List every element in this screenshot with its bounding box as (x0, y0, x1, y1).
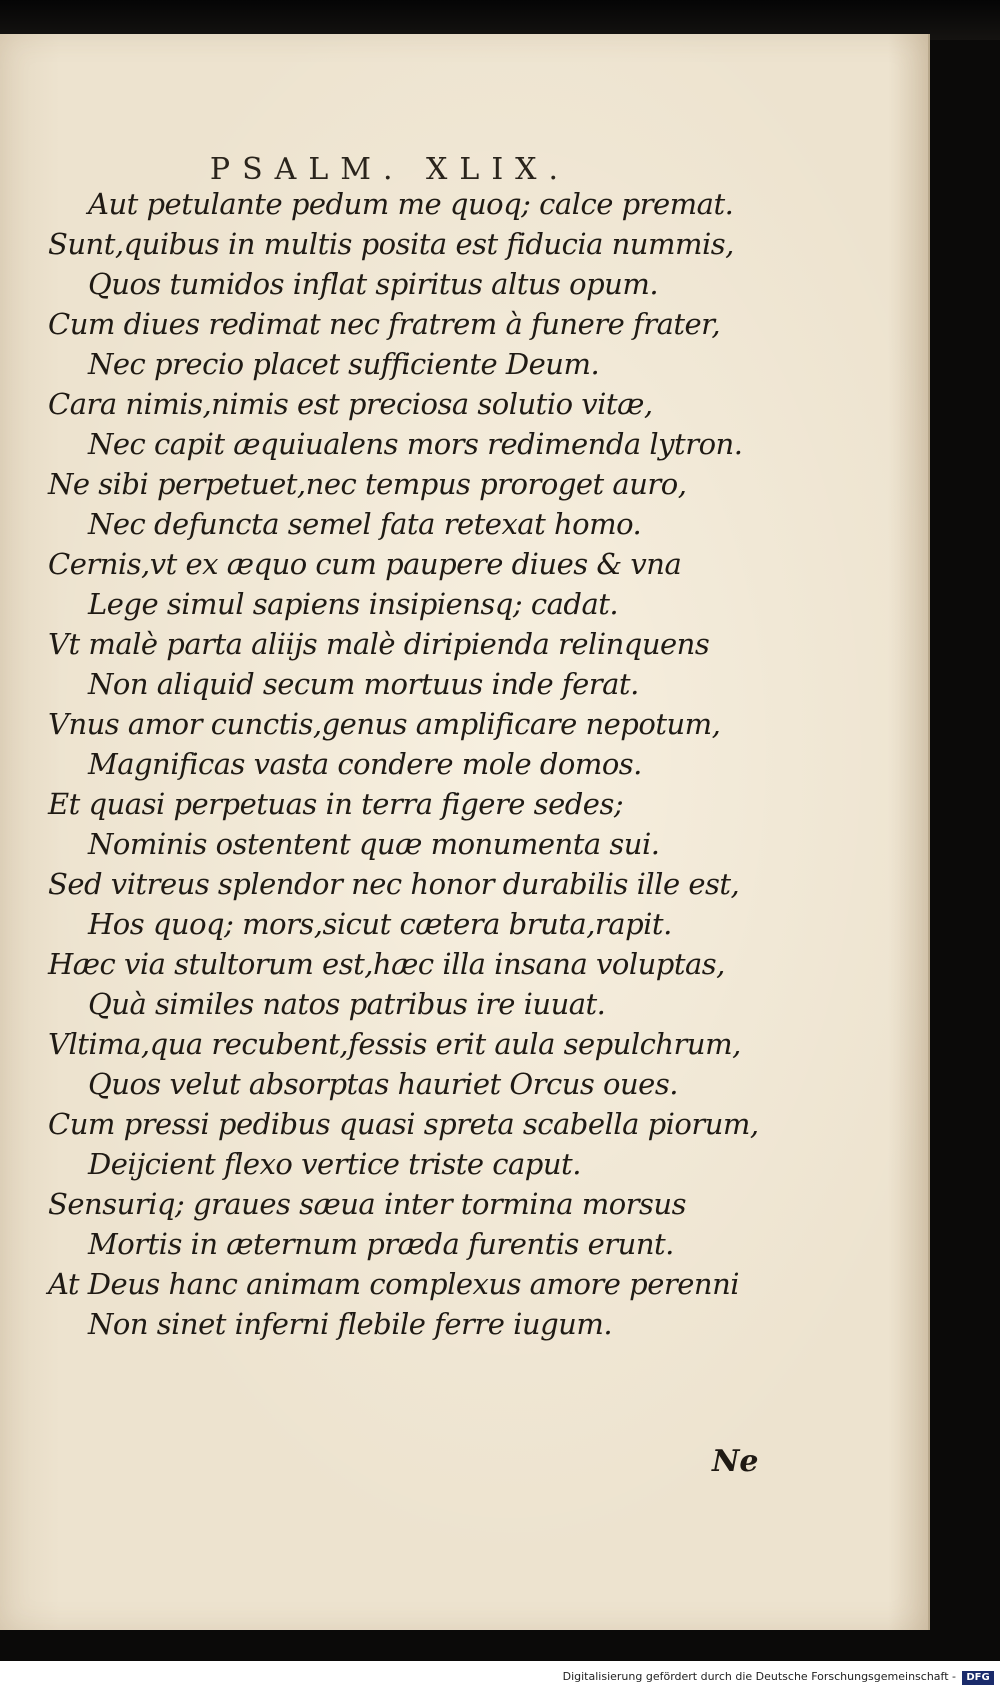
funding-credit: Digitalisierung gefördert durch die Deutsche Forschungsgemeinschaft - (562, 1670, 956, 1683)
digitization-footer (0, 1661, 1000, 1691)
verse-line: Quos velut absorptas hauriet Orcus oues. (88, 1067, 678, 1101)
verse-line: Vt malè parta aliijs malè diripienda relinquens (48, 627, 710, 661)
verse-line: Hos quoq; mors,sicut cætera bruta,rapit. (88, 907, 672, 941)
verse-line: Et quasi perpetuas in terra figere sedes; (48, 787, 624, 821)
verse-line: Quà similes natos patribus ire iuuat. (88, 987, 606, 1021)
verse-line: Cernis,vt ex æquo cum paupere diues & vna (48, 547, 682, 581)
verse-line: Vltima,qua recubent,fessis erit aula sepulchrum, (48, 1027, 741, 1061)
verse-line: Nec capit æquiualens mors redimenda lytron. (88, 427, 743, 461)
verse-line: Magnificas vasta condere mole domos. (88, 747, 642, 781)
verse-line: Sed vitreus splendor nec honor durabilis ille est, (48, 867, 740, 901)
verse-line: Quos tumidos inflat spiritus altus opum. (88, 267, 659, 301)
verse-line: Cum diues redimat nec fratrem à funere frater, (48, 307, 721, 341)
verse-line: Cum pressi pedibus quasi spreta scabella piorum, (48, 1107, 759, 1141)
verse-line: Nec defuncta semel fata retexat homo. (88, 507, 642, 541)
verse-line: Nec precio placet sufficiente Deum. (88, 347, 600, 381)
verse-line: Ne sibi perpetuet,nec tempus proroget auro, (48, 467, 687, 501)
verse-line: Deijcient flexo vertice triste caput. (88, 1147, 581, 1181)
verse-line: Hæc via stultorum est,hæc illa insana voluptas, (48, 947, 725, 981)
verse-line: Aut petulante pedum me quoq; calce premat. (88, 187, 734, 221)
poem-text (0, 184, 900, 1344)
verse-line: Vnus amor cunctis,genus amplificare nepotum, (48, 707, 721, 741)
running-head: PSALM. XLIX. (209, 152, 571, 187)
verse-line: Sunt,quibus in multis posita est fiducia nummis, (48, 227, 734, 261)
verse-line: Sensuriq; graues sæua inter tormina morsus (48, 1187, 686, 1221)
book-page (0, 34, 930, 1630)
catchword: Ne (712, 1444, 759, 1479)
verse-line: Cara nimis,nimis est preciosa solutio vitæ, (48, 387, 653, 421)
verse-line: Mortis in æternum præda furentis erunt. (88, 1227, 674, 1261)
verse-line: Non sinet inferni flebile ferre iugum. (88, 1307, 613, 1341)
verse-line: Nominis ostentent quæ monumenta sui. (88, 827, 660, 861)
verse-line: Lege simul sapiens insipiensq; cadat. (88, 587, 619, 621)
verse-line: At Deus hanc animam complexus amore perenni (48, 1267, 740, 1301)
dfg-logo-icon: DFG (962, 1671, 994, 1685)
verse-line: Non aliquid secum mortuus inde ferat. (88, 667, 639, 701)
